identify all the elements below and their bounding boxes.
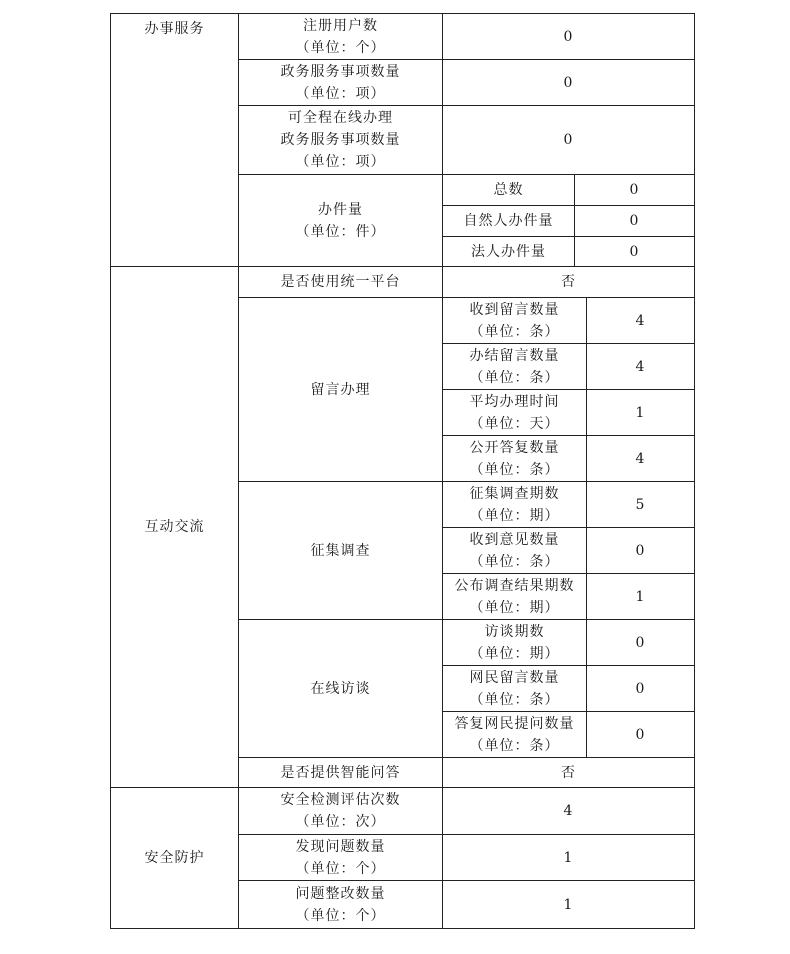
messages-public-reply-value: 4: [586, 435, 695, 482]
survey-periods-value: 5: [586, 481, 695, 528]
section-interaction-label: 互动交流: [144, 519, 205, 535]
section-handling-label: 办事服务: [144, 21, 205, 37]
messages-avg-time-value: 1: [586, 389, 695, 436]
service-items-value: 0: [442, 59, 695, 106]
survey-periods-label: 征集调查期数 （单位：期）: [442, 481, 587, 528]
messages-label: 留言办理: [238, 297, 443, 482]
messages-public-reply-label: 公开答复数量 （单位：条）: [442, 435, 587, 482]
messages-received-label: 收到留言数量 （单位：条）: [442, 297, 587, 344]
interview-messages-value: 0: [586, 665, 695, 712]
interview-messages-label: 网民留言数量 （单位：条）: [442, 665, 587, 712]
messages-completed-label: 办结留言数量 （单位：条）: [442, 343, 587, 390]
unified-platform-label: 是否使用统一平台: [238, 266, 443, 298]
messages-received-value: 4: [586, 297, 695, 344]
interview-label: 在线访谈: [238, 619, 443, 758]
issues-found-value: 1: [442, 834, 695, 881]
messages-avg-time-label: 平均办理时间 （单位：天）: [442, 389, 587, 436]
security-checks-value: 4: [442, 787, 695, 835]
section-handling: [110, 13, 239, 267]
issues-fixed-label: 问题整改数量 （单位：个）: [238, 880, 443, 929]
cases-total-label: 总数: [442, 174, 575, 206]
cases-label: 办件量 （单位：件）: [238, 174, 443, 267]
messages-completed-value: 4: [586, 343, 695, 390]
online-items-value: 0: [442, 105, 695, 175]
cases-natural-value: 0: [574, 205, 695, 237]
issues-fixed-value: 1: [442, 880, 695, 929]
smart-qa-label: 是否提供智能问答: [238, 757, 443, 788]
smart-qa-value: 否: [442, 757, 695, 788]
interview-replies-label: 答复网民提问数量 （单位：条）: [442, 711, 587, 758]
section-security: [110, 787, 239, 929]
issues-found-label: 发现问题数量 （单位：个）: [238, 834, 443, 881]
survey-opinions-label: 收到意见数量 （单位：条）: [442, 527, 587, 574]
cases-natural-label: 自然人办件量: [442, 205, 575, 237]
cases-legal-value: 0: [574, 236, 695, 267]
survey-opinions-value: 0: [586, 527, 695, 574]
unified-platform-value: 否: [442, 266, 695, 298]
section-security-label: 安全防护: [144, 850, 205, 866]
interview-periods-label: 访谈期数 （单位：期）: [442, 619, 587, 666]
service-items-label: 政务服务事项数量 （单位：项）: [238, 59, 443, 106]
security-checks-label: 安全检测评估次数 （单位：次）: [238, 787, 443, 835]
registered-users-label: 注册用户数 （单位：个）: [238, 13, 443, 60]
survey-results-label: 公布调查结果期数 （单位：期）: [442, 573, 587, 620]
registered-users-value: 0: [442, 13, 695, 60]
interview-replies-value: 0: [586, 711, 695, 758]
cases-total-value: 0: [574, 174, 695, 206]
survey-label: 征集调查: [238, 481, 443, 620]
online-items-label: 可全程在线办理 政务服务事项数量 （单位：项）: [238, 105, 443, 175]
survey-results-value: 1: [586, 573, 695, 620]
interview-periods-value: 0: [586, 619, 695, 666]
cases-legal-label: 法人办件量: [442, 236, 575, 267]
section-interaction: [110, 266, 239, 788]
